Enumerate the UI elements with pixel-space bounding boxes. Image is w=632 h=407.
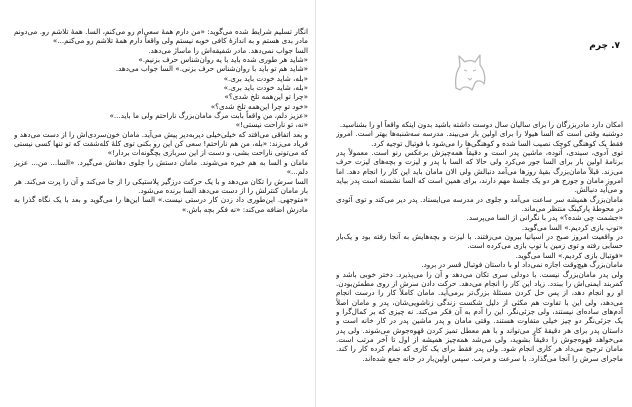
wolf-head-icon: [446, 50, 492, 96]
paragraph: مامان‌بزرگ همیشه سر ساعت می‌آمد و جلوی در مدرسه می‌ایستاد. پدر دیر می‌کند و توی آئودی در محوطهٔ پارکینگ منتظر می‌ماند.: [336, 194, 623, 214]
paragraph: «نه، تو ناراحت نیستی!»: [235, 120, 308, 130]
paragraph: «شاید هم تو باید با روان‌شناس حرف بزنی.» السا جواب می‌دهد.: [115, 64, 308, 74]
paragraph: امکان دارد مادربزرگان را برای سالیان سال دوست داشته باشید بدون اینکه واقعاً او را بشناسید.: [339, 120, 623, 129]
paragraph: «فوتبال بازی کردیم.» السا می‌گوید.: [515, 250, 623, 260]
paragraph: «جشمت چی شده؟» پدر با نگرانی از السا می‌پرسد.: [466, 213, 623, 223]
right-page: [316, 0, 632, 407]
left-page-body: [14, 27, 308, 214]
paragraph: مامان‌بزرگ هیچ‌وقت اجازه نمی‌داد او با داستان فوتبال قسر در برود.: [421, 260, 623, 270]
paragraph: ولی پدر مامان‌بزرگ نیست. با دودلی سری تکان می‌دهد و آن را می‌پذیرد. دختر خوبی باشد و کمربند ایمنی‌اش را ببندد. زیاد این کار را انجام می‌دهد. حرکت دادن سرش از روی مطمئن‌بودن. او رو انجام دهد، از پس حل کردن مسئلهٔ بزرگ‌تر برمی‌آید. مامان کاملاً کار را درست انجام می‌دهد، ولی این با تفاوت هم مکثی از دلیل شکست زندگی زناشویی‌شان، پدر و مامان اصلاً آدم‌های ساده‌ای نیستند، ولی جزئی‌نگر. این را آدم به آن فکر می‌کند. نه چیزی که بر کمال‌گرا و یک جزئی‌نگر دو چیز خیلی متفاوت هستند. وقتی مامان و پدر ماشین پدر در کار خانه است و داستان پدر برای هر دقیقهٔ کار می‌تواند و با هم معطل تمیز کردن قهوه‌جوش می‌شوند. ولی پدر می‌خواهد قهوه‌جوش را دقیقاً بشوید، ولی می‌شد همه‌چیز همیشه از اول تا آخر مرتب است. مامان ترجیح می‌داد هر کاری انجام شود. ولی پدر فقط برای یک کاری که تمام کرده کار را کند. ماجرای سرش را آنجا می‌گذارد. با سرعت و مرتب. سپس اولین‌بار در خانه جمع شده‌اند.: [336, 269, 623, 363]
paragraph: «متوجهی. این‌طوری داد زدن کار درستی نیست.» السا این‌ها را می‌گوید و بعد با یک نگاه گذرا به مادرش اضافه می‌کند: «نه فکر بچه باش.»: [14, 195, 308, 214]
paragraph: مامان و السا به هم خیره می‌شوند. مامان دستش را جلوی دهانش می‌گیرد. «السا... من... عزیز دلم...»: [14, 157, 308, 177]
paragraph: السا سرش را تکان می‌دهد و با یک حرکت درزگیر پلاستیکی را از جا می‌کند و آن را پرت می‌کند. هر بار مامان کنترلش را از دست می‌دهد السا برنده می‌شود.: [14, 176, 308, 195]
right-page-body: [336, 120, 623, 363]
paragraph: «توپ بازی کردیم.» السا می‌گوید.: [521, 222, 623, 232]
paragraph: و بعد اتفاقی می‌افتد که خیلی‌خیلی دیر‌به‌دیر پیش می‌آید. مامان خون‌سردی‌اش را از دست می‌دهد و فریاد می‌زند: «بله، من هم ناراحتم! سعی کن این رو بکنی توی کلهٔ کله‌شقت که تو تنها کسی نیستی که می‌تونی ناراحت بشی، و دست از این سربازی بچگونه‌ات بردار!»: [14, 129, 308, 158]
paragraph: «بله، شاید خودت باید بری.»: [223, 83, 308, 93]
paragraph: «شاید هر طوری شده باید با یه روان‌شناس حرف بزنیم.»: [138, 55, 308, 65]
paragraph: «بله، شاید خودت باید بری.»: [223, 73, 308, 83]
paragraph: توی آدوی، سیندی، آتوده، ماشین پدر است و دقیقاً همه‌چیزش برعکس رنو است. معمولاً پدر برنامهٔ اولین بار برای السا جور می‌کرد ولی حالا که السا با پدر و لیزت و بچه‌های لیزت حرف می‌زند. قبلاً مامان‌بزرگ بقیهٔ روزها می‌آمد دنبالش ولی الان مامان باید این کار را انجام دهد. اما امروز مامان و جورج هر دو یک جلسهٔ مهم دارند، برای همین است که السا نشسته است پدر بیاید و می‌آید دنبالش.: [336, 148, 623, 195]
paragraph: انگار تسلیم شرایط شده می‌گوید: «من دارم همهٔ سعی‌ام رو می‌کنم، السا. همهٔ تلاشم رو. می‌دونم مادر بدی هستم و به اندازهٔ کافی خوبه نیستم ولی واقعاً دارم همهٔ تلاشم رو می‌کنم...»: [14, 27, 308, 46]
chapter-title: ۷. چرم: [589, 41, 620, 51]
paragraph: «چرا تو این‌همه تلخ شدی؟»: [224, 92, 308, 102]
paragraph: «عزیز دلم، من واقعاً بابت مرگ مامان‌بزرگ ناراحتم ولی ما باید...»: [109, 111, 308, 121]
paragraph: «خود تو چرا این‌همه تلخ شدی؟»: [210, 101, 308, 111]
paragraph: دوشنبه وقتی است که السا هیولا را برای اولین بار می‌بیند. مدرسه سه‌شنبه‌ها بهتر است. امروز فقط یک کوهنگی کوچک نصیب السا شده و کوهنگی‌ها را می‌شود با فوتبال توجیه کرد.: [336, 129, 623, 148]
paragraph: السا جواب نمی‌دهد. مادر شفیقه‌اش را ماساژ می‌دهد.: [148, 45, 308, 55]
paragraph: در واقعیت امروز صبح در اسپانیا بیرون می‌رفتند. با لیزت و بچه‌هایش به آنجا رفته بود و یک‌بار حسابی رفته و توی زمین با توپ بازی می‌کرده است.: [336, 232, 623, 251]
